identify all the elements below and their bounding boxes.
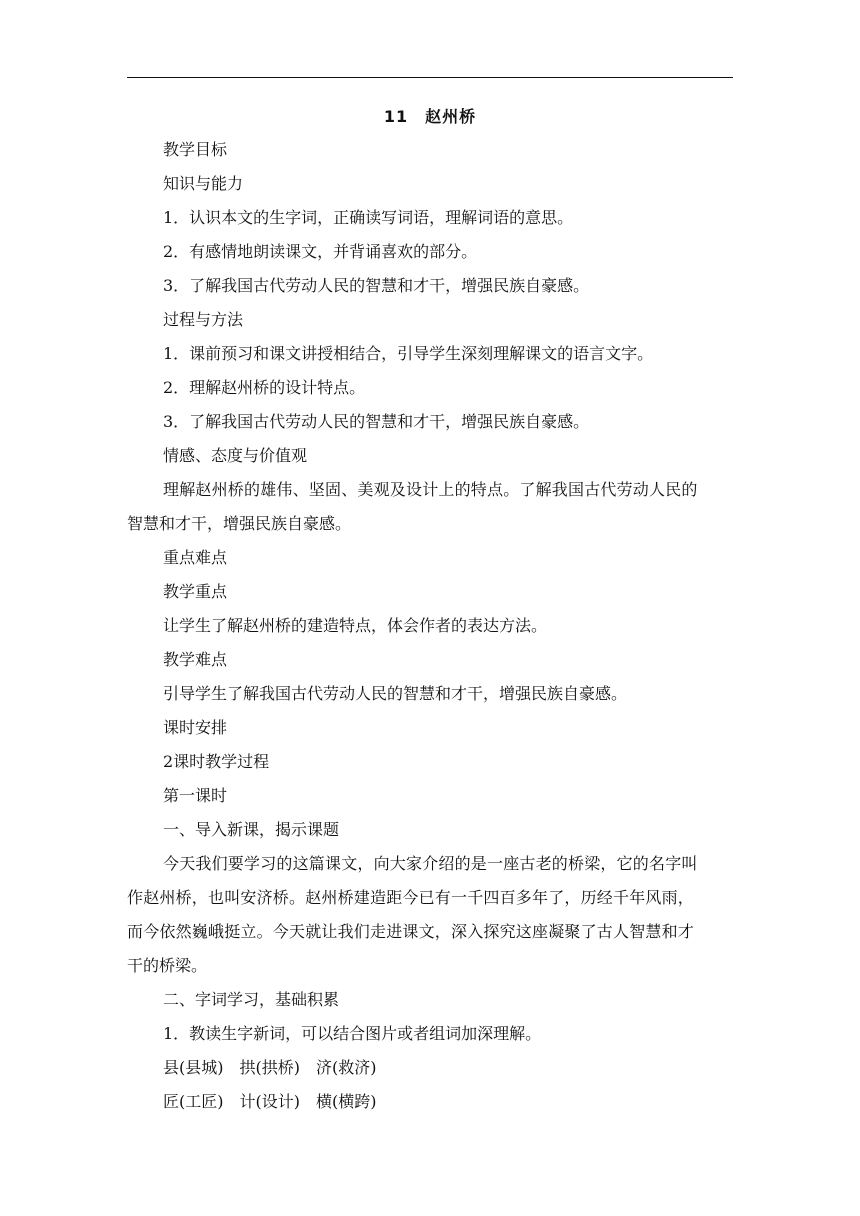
subsection-heading: 情感、态度与价值观 [163,446,308,465]
paragraph-line: 让学生了解赵州桥的建造特点，体会作者的表达方法。 [163,616,548,635]
paragraph-line: 理解赵州桥的雄伟、坚固、美观及设计上的特点。了解我国古代劳动人民的 [163,480,698,499]
section-heading: 2课时教学过程 [163,752,270,771]
objective-item: 2．理解赵州桥的设计特点。 [163,378,366,397]
objective-item: 3．了解我国古代劳动人民的智慧和才干，增强民族自豪感。 [163,412,590,431]
paragraph-line: 今天我们要学习的这篇课文，向大家介绍的是一座古老的桥梁，它的名字叫 [163,854,698,873]
subsection-heading: 过程与方法 [163,310,244,329]
section-heading: 课时安排 [163,718,228,737]
subsection-heading: 教学难点 [163,650,228,669]
vocab-line: 县(县城) 拱(拱桥) 济(救济) [163,1058,377,1077]
paragraph-line: 作赵州桥，也叫安济桥。赵州桥建造距今已有一千四百多年了，历经千年风雨， [127,888,695,907]
section-heading: 教学目标 [163,140,228,159]
subsection-heading: 第一课时 [163,786,228,805]
subsection-heading: 一、导入新课，揭示课题 [163,820,340,839]
header-rule [127,77,733,78]
objective-item: 1．认识本文的生字词，正确读写词语，理解词语的意思。 [163,208,574,227]
lesson-title: 11 赵州桥 [383,107,477,126]
paragraph-line: 干的桥梁。 [127,956,208,975]
subsection-heading: 知识与能力 [163,174,244,193]
objective-item: 3．了解我国古代劳动人民的智慧和才干，增强民族自豪感。 [163,276,590,295]
paragraph-line: 1．教读生字新词，可以结合图片或者组词加深理解。 [163,1024,542,1043]
section-heading: 重点难点 [163,548,228,567]
objective-item: 2．有感情地朗读课文，并背诵喜欢的部分。 [163,242,478,261]
paragraph-line: 而今依然巍峨挺立。今天就让我们走进课文，深入探究这座凝聚了古人智慧和才 [127,922,695,941]
subsection-heading: 教学重点 [163,582,228,601]
paragraph-line: 引导学生了解我国古代劳动人民的智慧和才干，增强民族自豪感。 [163,684,628,703]
paragraph-line: 智慧和才干，增强民族自豪感。 [127,514,352,533]
objective-item: 1．课前预习和课文讲授相结合，引导学生深刻理解课文的语言文字。 [163,344,654,363]
vocab-line: 匠(工匠) 计(设计) 横(横跨) [163,1092,377,1111]
subsection-heading: 二、字词学习，基础积累 [163,990,340,1009]
